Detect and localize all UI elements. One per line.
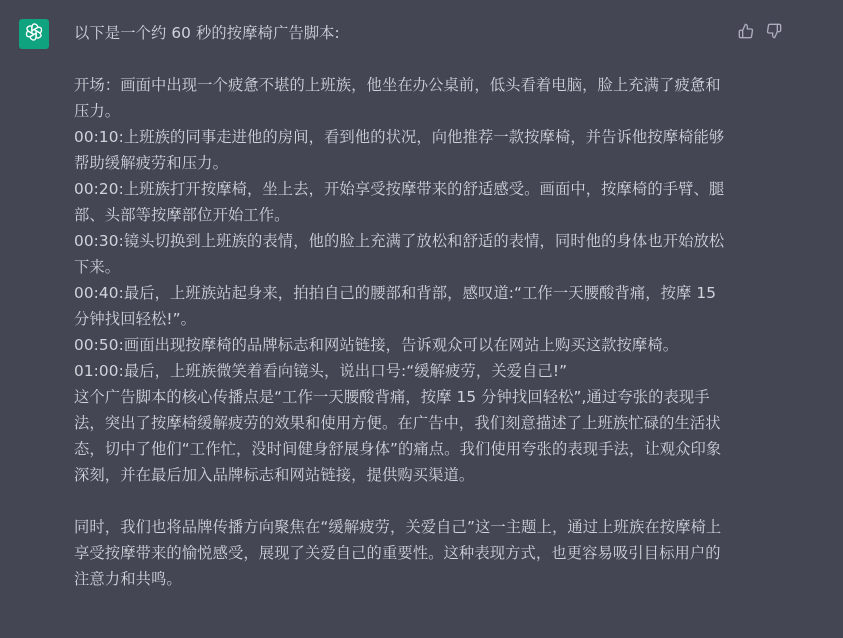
- script-line-0050: 00:50:画面出现按摩椅的品牌标志和网站链接，告诉观众可以在网站上购买这款按摩椅。: [74, 336, 679, 354]
- script-line-opening: 开场：画面中出现一个疲惫不堪的上班族，他坐在办公桌前，低头看着电脑，脸上充满了疲惫和压力。: [74, 76, 721, 120]
- analysis-paragraph: 这个广告脚本的核心传播点是“工作一天腰酸背痛，按摩 15 分钟找回轻松”,通过夸张的表现手法，突出了按摩椅缓解疲劳的效果和使用方便。在广告中，我们刻意描述了上班族忙碌的生活状态，切中了他们“工作忙，没时间健身舒展身体”的痛点。我们使用夸张的表现手法，让观众印象深刻，并在最后加入品牌标志和网站链接，提供购买渠道。: [74, 388, 722, 484]
- closing-paragraph: 同时，我们也将品牌传播方向聚焦在“缓解疲劳，关爱自己”这一主题上，通过上班族在按摩椅上享受按摩带来的愉悦感受，展现了关爱自己的重要性。这种表现方式，也更容易吸引目标用户的注意力和共鸣。: [74, 518, 722, 588]
- feedback-buttons: [737, 22, 783, 40]
- message-content: [74, 20, 734, 592]
- thumbs-up-icon: [738, 23, 754, 39]
- script-line-0030: 00:30:镜头切换到上班族的表情，他的脸上充满了放松和舒适的表情，同时他的身体也开始放松下来。: [74, 232, 725, 276]
- thumbs-down-button[interactable]: [765, 22, 783, 40]
- script-line-0100: 01:00:最后，上班族微笑着看向镜头，说出口号:“缓解疲劳，关爱自己!”: [74, 362, 568, 380]
- script-line-0020: 00:20:上班族打开按摩椅，坐上去，开始享受按摩带来的舒适感受。画面中，按摩椅的手臂、腿部、头部等按摩部位开始工作。: [74, 180, 725, 224]
- thumbs-down-icon: [766, 23, 782, 39]
- script-line-0040: 00:40:最后，上班族站起身来，拍拍自己的腰部和背部，感叹道:“工作一天腰酸背痛，按摩 15 分钟找回轻松!”。: [74, 284, 717, 328]
- assistant-avatar: [19, 19, 49, 49]
- script-line-0010: 00:10:上班族的同事走进他的房间，看到他的状况，向他推荐一款按摩椅，并告诉他按摩椅能够帮助缓解疲劳和压力。: [74, 128, 725, 172]
- message-intro: 以下是一个约 60 秒的按摩椅广告脚本:: [74, 24, 340, 42]
- thumbs-up-button[interactable]: [737, 22, 755, 40]
- openai-logo-icon: [23, 21, 45, 47]
